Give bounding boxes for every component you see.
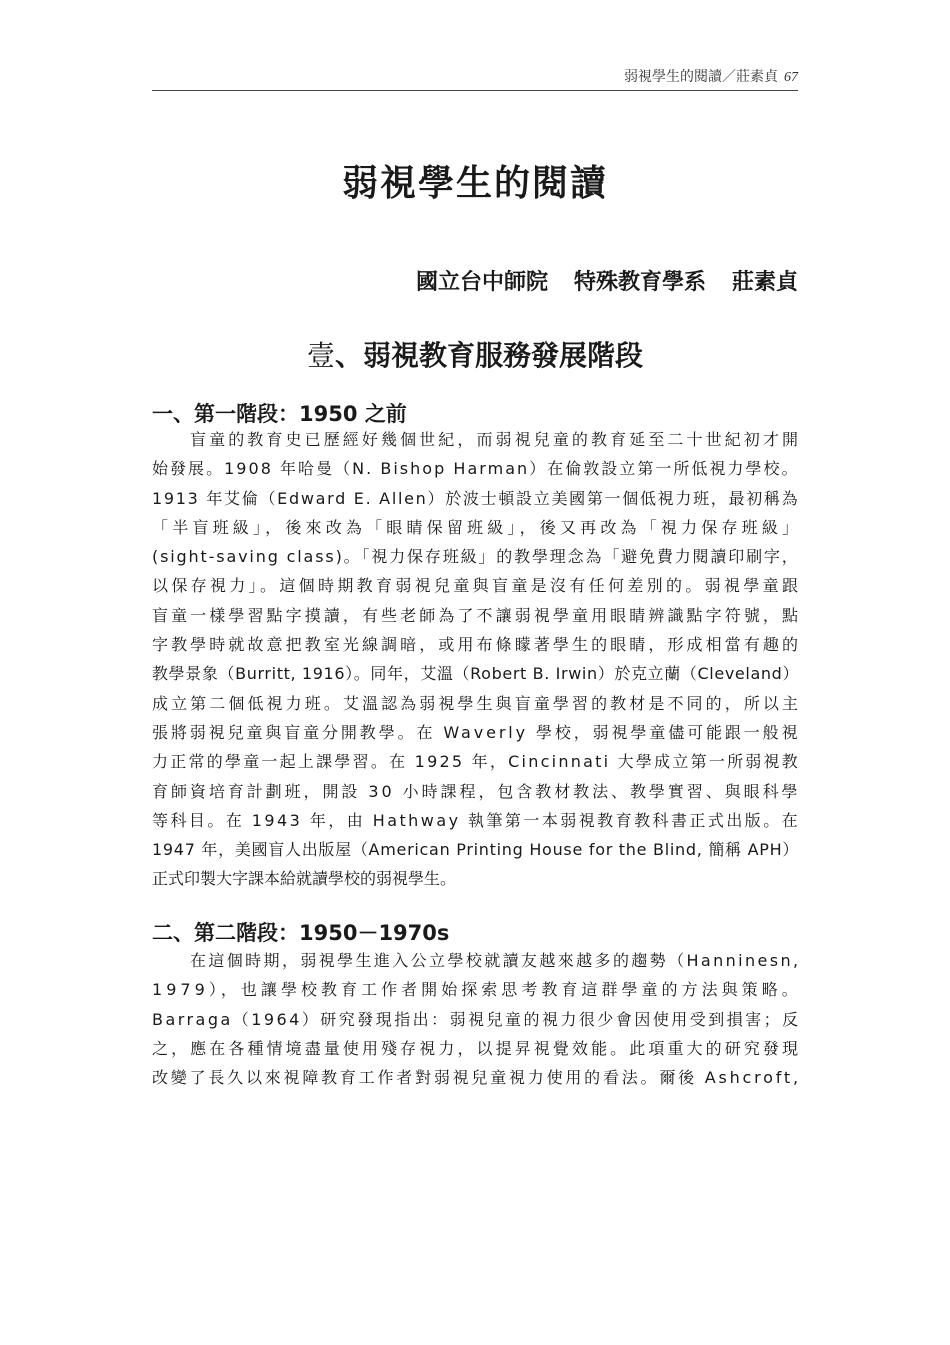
author-institution: 國立台中師院 (415, 270, 548, 295)
text-line: 在這個時期，弱視學生進入公立學校就讀友越來越多的趨勢（Hanninesn, (190, 951, 801, 970)
text-line: 張將弱視兒童與盲童分開教學。在 Waverly 學校，弱視學童儘可能跟一般視 (152, 722, 801, 742)
text-line: 1979），也讓學校教育工作者開始探索思考教育這群學童的方法與策略。 (152, 980, 802, 1000)
text-line: 1913 年艾倫（Edward E. Allen）於波士頓設立美國第一個低視力班，最初稱為 (152, 488, 800, 508)
paper-title: 弱視學生的閱讀 (341, 163, 608, 204)
text-line: 1947 年，美國盲人出版屋（American Printing House for the Blind, 簡稱 APH） (152, 840, 800, 860)
text-line: 盲童一樣學習點字摸讀，有些老師為了不讓弱視學童用眼睛辨識點字符號，點 (152, 605, 802, 625)
stage1-heading: 一、第一階段：1950 之前 (152, 402, 407, 426)
text-line: 字教學時就故意把教室光線調暗，或用布條矇著學生的眼睛，形成相當有趣的 (152, 635, 802, 655)
author-name: 莊素貞 (731, 270, 798, 295)
text-line: 改變了長久以來視障教育工作者對弱視兒童視力使用的看法。爾後 Ashcroft, (152, 1068, 801, 1088)
page-number: 67 (784, 70, 798, 85)
text-line: 「半盲班級」，後來改為「眼睛保留班級」，後又再改為「視力保存班級」 (152, 517, 803, 537)
author-department: 特殊教育學系 (573, 270, 706, 295)
header-rule (152, 90, 798, 91)
text-line: 正式印製大字課本給就讀學校的弱視學生。 (152, 869, 457, 889)
text-line: 始發展。1908 年哈曼（N. Bishop Harman）在倫敦設立第一所低視力學校。 (152, 459, 800, 479)
running-head-text: 弱視學生的閱讀／莊素貞 (624, 69, 778, 85)
text-line: 以保存視力」。這個時期教育弱視兒童與盲童是沒有任何差別的。弱視學童跟 (152, 576, 802, 596)
text-line: 力正常的學童一起上課學習。在 1925 年，Cincinnati 大學成立第一所弱視教 (152, 752, 801, 772)
section-heading (0, 334, 950, 374)
text-line: 成立第二個低視力班。艾溫認為弱視學生與盲童學習的教材是不同的，所以主 (152, 693, 802, 713)
text-line: 育師資培育計劃班，開設 30 小時課程，包含教材教法、教學實習、與眼科學 (152, 781, 801, 801)
text-line: 盲童的教育史已歷經好幾個世紀，而弱視兒童的教育延至二十世紀初才開 (190, 430, 802, 449)
author-line (152, 265, 798, 296)
text-line: 教學景象（Burritt, 1916）。同年，艾溫（Robert B. Irwin）於克立蘭（Cleveland） (152, 664, 800, 684)
text-line: Barraga（1964）研究發現指出：弱視兒童的視力很少會因使用受到損害；反 (152, 1009, 801, 1029)
section-number: 壹 (306, 339, 335, 372)
stage2-paragraph (152, 946, 802, 1092)
text-line: (sight-saving class)。「視力保存班級」的教學理念為「避免費力閱讀印刷字， (152, 547, 800, 567)
section-title: 、弱視教育服務發展階段 (335, 339, 644, 372)
text-line: 等科目。在 1943 年，由 Hathway 執筆第一本弱視教育教科書正式出版。在 (152, 810, 801, 830)
stage2-heading: 二、第二階段：1950－1970s (152, 921, 450, 945)
text-line: 之，應在各種情境盡量使用殘存視力，以提昇視覺效能。此項重大的研究發現 (152, 1038, 802, 1058)
running-head (152, 66, 798, 86)
stage1-paragraph (152, 425, 803, 894)
